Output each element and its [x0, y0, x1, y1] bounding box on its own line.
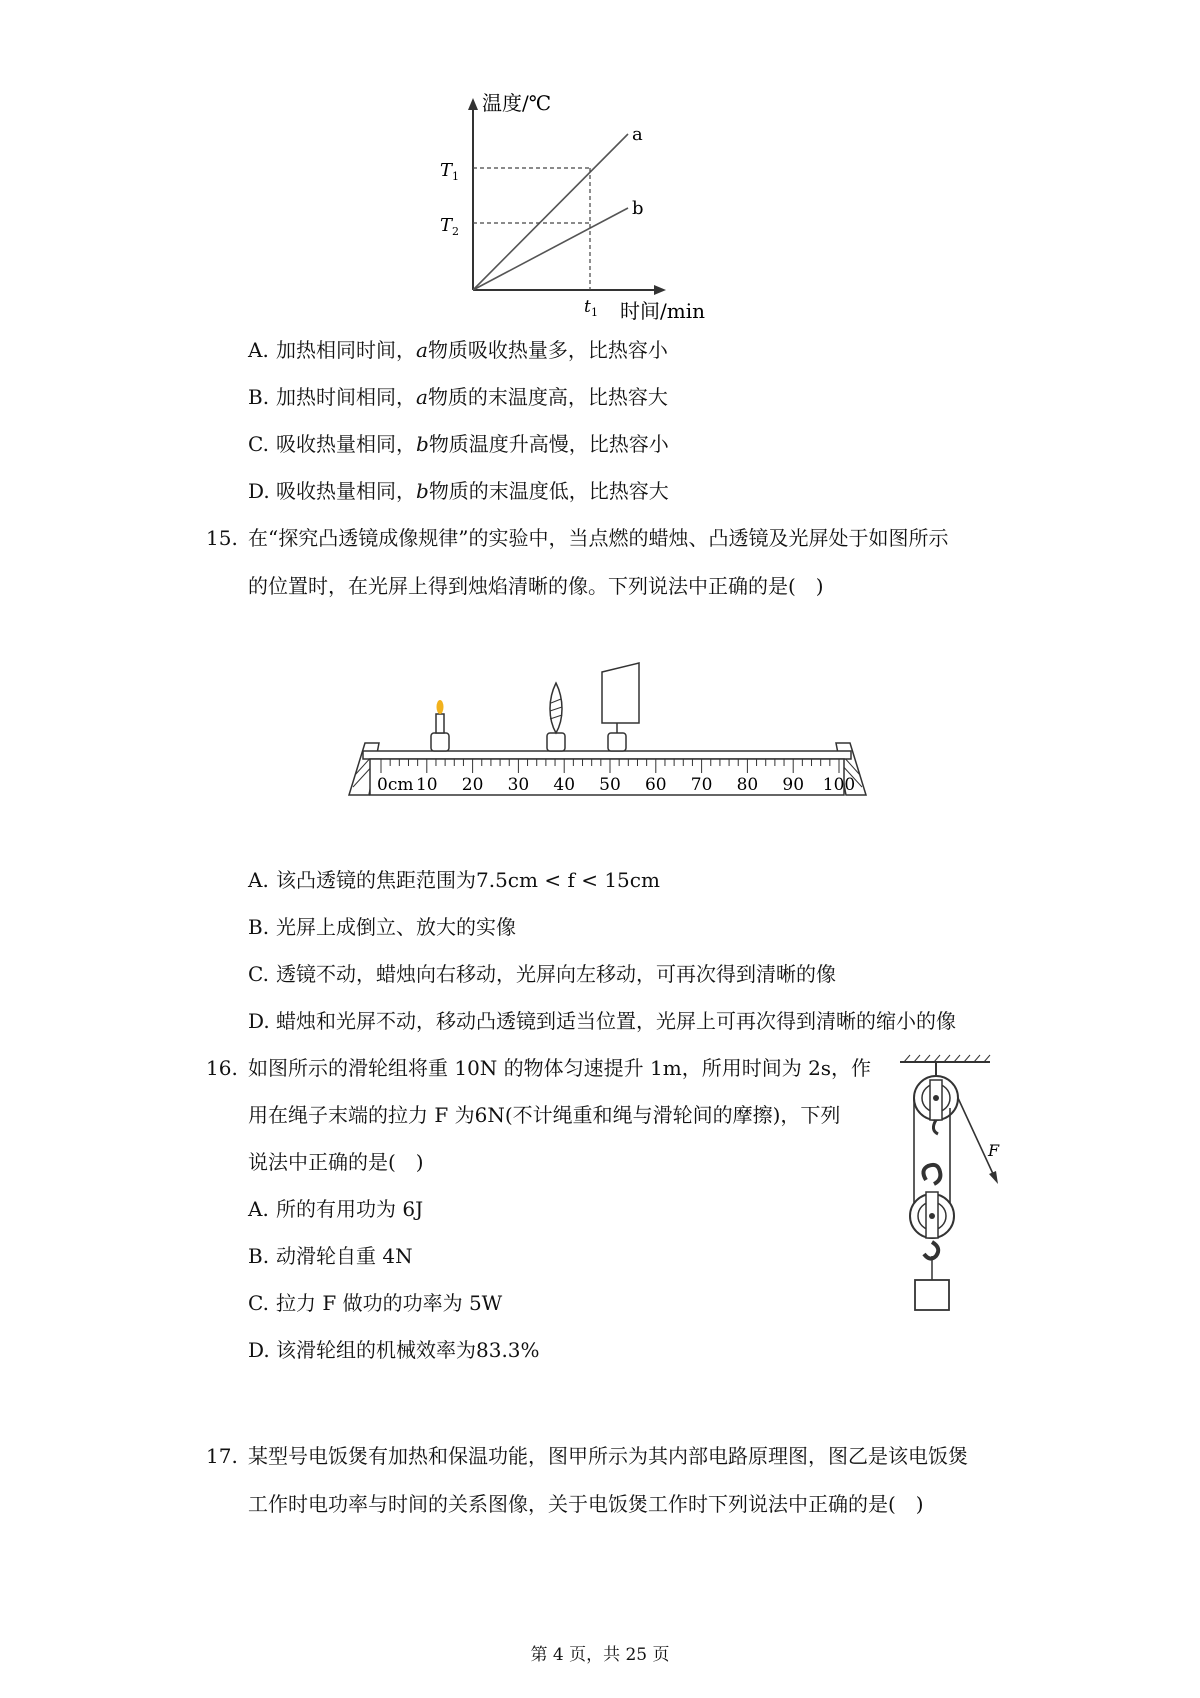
ruler-label: 30	[507, 775, 530, 795]
q15-option-b[interactable]: B. 光屏上成倒立、放大的实像	[248, 915, 516, 939]
screen-holder	[608, 733, 626, 751]
candle	[436, 714, 444, 733]
ceiling-hatch	[904, 1055, 990, 1062]
q16-option-d[interactable]: D. 该滑轮组的机械效率为83.3%	[248, 1338, 540, 1362]
q16-option-b[interactable]: B. 动滑轮自重 4N	[248, 1244, 413, 1268]
q14-option-c[interactable]: C. 吸收热量相同，b物质温度升高慢，比热容小	[248, 432, 669, 456]
rail-top	[363, 751, 851, 759]
ruler-label: 20	[461, 775, 484, 795]
candle-flame	[437, 700, 444, 714]
q17-stem-line2: 工作时电功率与时间的关系图像，关于电饭煲工作时下列说法中正确的是( )	[248, 1492, 924, 1516]
line-a	[473, 134, 628, 290]
t2-y-subscript: 2	[452, 225, 459, 238]
ruler-label: 60	[644, 775, 667, 795]
x-axis-label: 时间/min	[620, 299, 705, 323]
q15-option-d[interactable]: D. 蜡烛和光屏不动，移动凸透镜到适当位置，光屏上可再次得到清晰的缩小的像	[248, 1009, 956, 1033]
load-hook	[924, 1242, 938, 1259]
candle-holder	[431, 733, 449, 751]
t1-x-label: t	[584, 297, 591, 317]
q15-stem-line2: 的位置时，在光屏上得到烛焰清晰的像。下列说法中正确的是( )	[248, 574, 824, 598]
q16-stem-line1: 如图所示的滑轮组将重 10N 的物体匀速提升 1m，所用时间为 2s，作	[248, 1056, 872, 1080]
ruler-label: 0cm	[377, 775, 414, 795]
light-screen	[602, 663, 639, 723]
ruler-label: 40	[553, 775, 576, 795]
force-arrow-head	[989, 1171, 998, 1184]
q14-option-b[interactable]: B. 加热时间相同，a物质的末温度高，比热容大	[248, 385, 668, 409]
optical-bench-figure	[335, 655, 880, 815]
q16-option-a[interactable]: A. 所的有用功为 6J	[248, 1197, 424, 1221]
moving-pulley-axle	[929, 1213, 935, 1219]
t1-y-subscript: 1	[452, 170, 459, 183]
ruler-label: 50	[599, 775, 621, 795]
q16-number: 16.	[206, 1056, 238, 1080]
q14-option-a[interactable]: A. 加热相同时间，a物质吸收热量多，比热容小	[248, 338, 668, 362]
q17-stem-line1: 某型号电饭煲有加热和保温功能，图甲所示为其内部电路原理图，图乙是该电饭煲	[248, 1444, 968, 1468]
q15-option-c[interactable]: C. 透镜不动，蜡烛向右移动，光屏向左移动，可再次得到清晰的像	[248, 962, 836, 986]
q14-option-d[interactable]: D. 吸收热量相同，b物质的末温度低，比热容大	[248, 479, 669, 503]
line-a-label: a	[632, 124, 643, 145]
line-b	[473, 208, 628, 290]
ruler-label: 100	[822, 775, 856, 795]
weight-block	[915, 1280, 949, 1310]
x-axis-arrow	[654, 285, 666, 295]
q17-number: 17.	[206, 1444, 238, 1468]
q16-option-c[interactable]: C. 拉力 F 做功的功率为 5W	[248, 1291, 503, 1315]
q15-number: 15.	[206, 526, 238, 550]
q15-stem-line1: 在“探究凸透镜成像规律”的实验中，当点燃的蜡烛、凸透镜及光屏处于如图所示	[248, 526, 949, 550]
ruler-label: 80	[736, 775, 759, 795]
moving-pulley-upper-hook	[923, 1165, 940, 1184]
q16-stem-line2: 用在绳子末端的拉力 F 为6N(不计绳重和绳与滑轮间的摩擦)，下列	[248, 1103, 841, 1127]
y-axis-arrow	[468, 98, 478, 110]
page-footer: 第 4 页，共 25 页	[530, 1645, 670, 1665]
t2-y-label: T	[440, 215, 453, 236]
rope-free-end	[958, 1098, 994, 1176]
y-axis-label: 温度/℃	[482, 91, 552, 115]
ruler-label: 90	[782, 775, 805, 795]
temperature-time-graph	[440, 90, 770, 325]
force-label: F	[988, 1141, 1000, 1160]
t1-x-subscript: 1	[591, 306, 598, 319]
line-b-label: b	[632, 198, 644, 219]
fixed-pulley-hook	[933, 1120, 938, 1134]
fixed-pulley-axle	[933, 1095, 939, 1101]
q15-option-a[interactable]: A. 该凸透镜的焦距范围为7.5cm < f < 15cm	[248, 868, 660, 892]
t1-y-label: T	[440, 160, 453, 181]
q16-stem-line3: 说法中正确的是( )	[248, 1150, 424, 1174]
lens-holder	[547, 733, 565, 751]
ruler-label: 70	[690, 775, 713, 795]
pulley-system-figure	[890, 1052, 1000, 1322]
ruler-label: 10	[415, 775, 438, 795]
